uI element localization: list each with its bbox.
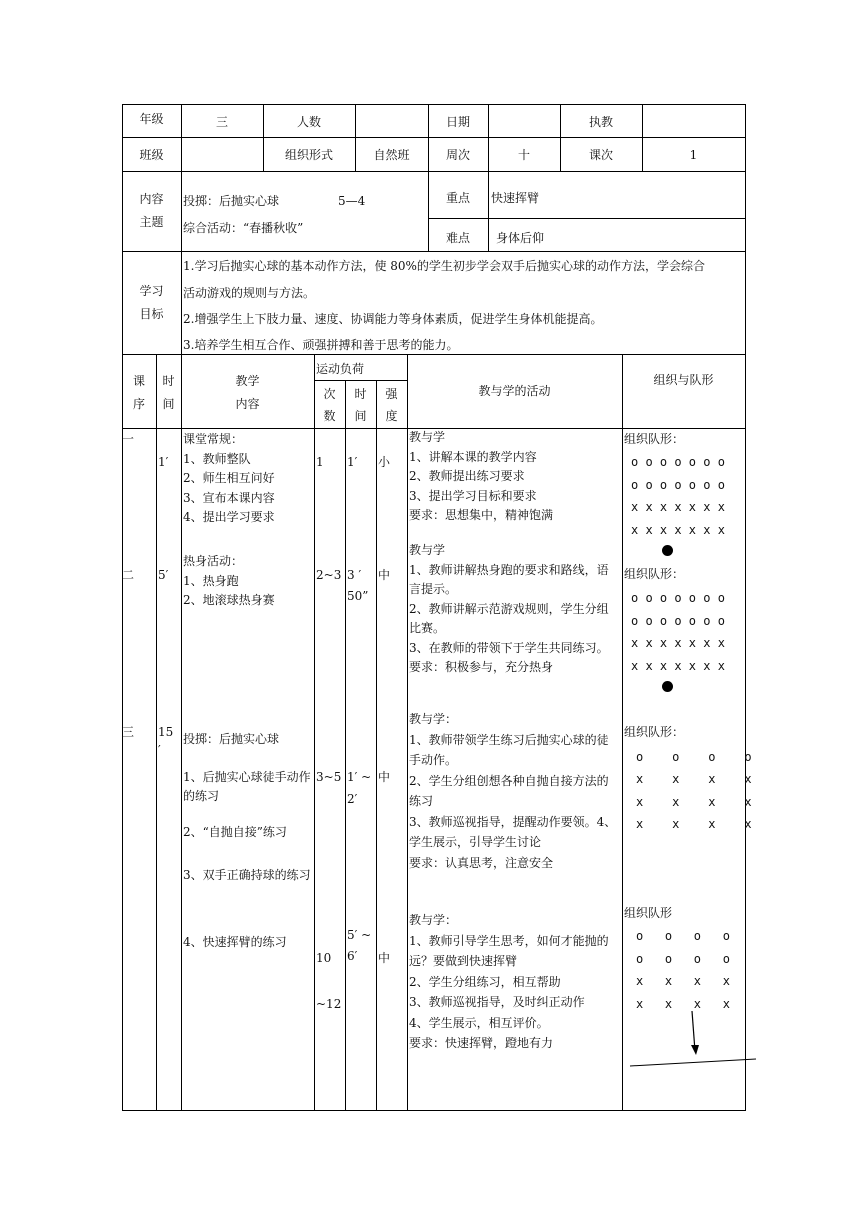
rule	[314, 380, 407, 381]
s3-formation-b-label: 组织队形	[624, 906, 673, 920]
rule	[622, 354, 623, 1110]
s3-activity-a-line: 1、教师带领学生练习后抛实心球的徒	[409, 732, 609, 747]
rule	[314, 354, 315, 1110]
s3-dur-b1: 5′ ~	[347, 928, 372, 942]
s3-content-title: 投掷：后抛实心球	[183, 732, 280, 746]
goals-line-1: 1.学习后抛实心球的基本动作方法，使 80%的学生初步学会双手后抛实心球的动作方法，学会综合	[183, 259, 705, 273]
teacher-marker-icon	[662, 545, 673, 556]
s2-content-line: 2、地滚球热身赛	[183, 593, 275, 607]
th-time-2: 间	[162, 397, 175, 411]
s2-formation-row: o o o o o o o	[631, 614, 725, 628]
rule	[407, 354, 408, 1110]
s3-reps-b1: 10	[316, 951, 332, 965]
s1-activity-line: 教与学	[409, 430, 446, 444]
s1-dur: 1′	[347, 455, 358, 469]
s3-reps-b2: ~12	[316, 997, 342, 1011]
s1-reps: 1	[316, 455, 324, 469]
lesson-value: 1	[689, 148, 698, 162]
s3-formation-b-row: o o o o	[636, 952, 730, 966]
s3-activity-b-line: 1、教师引导学生思考，如何才能抛的	[409, 933, 609, 948]
s3-formation-b-row: x x x x	[636, 997, 730, 1011]
s1-intensity: 小	[378, 455, 391, 469]
s3-time-2: ′	[158, 743, 161, 757]
rule	[122, 1110, 745, 1111]
s2-content-line: 1、热身跑	[183, 573, 239, 588]
s1-content-line: 1、教师整队	[183, 451, 251, 466]
s3-content-item1b: 的练习	[183, 789, 220, 803]
s3-activity-b-line: 要求：快速挥臂，蹬地有力	[409, 1036, 554, 1050]
rule	[122, 251, 745, 252]
s3-activity-a-line: 3、教师巡视指导，提醒动作要领。4、	[409, 814, 617, 829]
grade-value: 三	[215, 115, 228, 129]
s2-dur-2: 50”	[347, 589, 369, 603]
s3-activity-b-line: 2、学生分组练习，相互帮助	[409, 974, 561, 989]
s3-int-a: 中	[378, 770, 391, 784]
s3-content-item2: 2、“自抛自接”练习	[183, 825, 287, 839]
rule	[122, 354, 745, 355]
s3-formation-a-row: o o o o	[636, 750, 752, 764]
s3-formation-b-row: o o o o	[636, 929, 730, 943]
s3-dur-a2: 2′	[347, 792, 358, 806]
s3-activity-b-line: 教与学：	[409, 913, 458, 927]
s3-content-item1a: 1、后抛实心球徒手动作	[183, 770, 311, 784]
s1-content-line: 3、宣布本课内容	[183, 490, 275, 505]
rule	[122, 104, 123, 1111]
difficulty-label: 难点	[445, 231, 470, 245]
s2-time: 5′	[158, 568, 169, 582]
s2-formation-label: 组织队形：	[624, 567, 685, 581]
s1-content-line: 2、师生相互问好	[183, 471, 275, 485]
s3-content-item3: 3、双手正确持球的练习	[183, 868, 311, 882]
goals-line-2: 活动游戏的规则与方法。	[183, 286, 316, 300]
s3-formation-a-row: x x x x	[636, 772, 752, 786]
count-label: 人数	[296, 115, 321, 129]
s1-content-line: 课堂常规：	[183, 432, 244, 446]
s1-content-line: 4、提出学习要求	[183, 510, 275, 524]
s2-reps: 2~3	[316, 568, 342, 582]
s1-activity-line: 3、提出学习目标和要求	[409, 488, 537, 503]
content-label-2: 主题	[139, 215, 164, 229]
s3-time-1: 15	[158, 725, 174, 739]
s2-activity-line: 言提示。	[409, 582, 458, 596]
s3-dur-a1: 1′ ~	[347, 770, 372, 784]
rule	[122, 104, 745, 105]
s3-formation-a-label: 组织队形：	[624, 725, 685, 739]
s3-activity-a-line: 学生展示，引导学生讨论	[409, 835, 542, 849]
key-value: 快速挥臂	[491, 191, 540, 205]
s3-activity-a-line: 教与学：	[409, 712, 458, 726]
th-dur-1: 时	[354, 387, 367, 401]
th-reps-1: 次	[323, 387, 336, 401]
rule	[745, 104, 746, 1111]
s2-formation-row: o o o o o o o	[631, 591, 725, 605]
s2-activity-line: 比赛。	[409, 621, 446, 635]
s1-formation-label: 组织队形：	[624, 432, 685, 446]
th-reps-2: 数	[323, 409, 336, 423]
s1-formation-row: x x x x x x x	[631, 500, 725, 514]
th-teach-1: 教学	[235, 374, 260, 388]
th-int-1: 强	[385, 387, 398, 401]
s3-activity-a	[409, 709, 616, 873]
th-dur-2: 间	[354, 409, 367, 423]
s2-content	[183, 552, 275, 611]
throw-direction-arrow-icon	[620, 1005, 760, 1075]
goals-line-4: 3.培养学生相互合作、顽强拼搏和善于思考的能力。	[183, 338, 459, 352]
s1-formation-row: o o o o o o o	[631, 478, 725, 492]
s1-formation-row: x x x x x x x	[631, 523, 725, 537]
th-seq-2: 序	[132, 397, 145, 411]
rule	[122, 171, 745, 172]
s3-activity-a-line: 要求：认真思考，注意安全	[409, 855, 554, 870]
th-formation: 组织与队形	[653, 373, 714, 387]
s2-intensity: 中	[378, 568, 391, 582]
grade-label: 年级	[139, 112, 164, 126]
teacher-label: 执教	[588, 115, 613, 129]
s3-dur-b2: 6′	[347, 949, 358, 963]
key-label: 重点	[445, 191, 470, 205]
s3-seq: 三	[122, 725, 135, 739]
th-teach-2: 内容	[235, 397, 260, 411]
th-time-1: 时	[162, 374, 175, 388]
s3-activity-b	[409, 910, 609, 1054]
s3-activity-b-line: 4、学生展示，相互评价。	[409, 1015, 549, 1030]
s3-activity-a-line: 手动作。	[409, 753, 458, 767]
teacher-marker-icon	[662, 681, 673, 692]
s3-activity-a-line: 2、学生分组创想各种自抛自接方法的	[409, 773, 609, 788]
th-int-2: 度	[385, 409, 398, 423]
s2-activity-line: 要求：积极参与，充分热身	[409, 660, 554, 674]
rule	[488, 104, 489, 251]
s1-activity-line: 1、讲解本课的教学内容	[409, 449, 537, 464]
content-label-1: 内容	[139, 192, 164, 206]
s1-time: 1′	[158, 455, 169, 469]
s3-formation-a-row: x x x x	[636, 817, 752, 831]
content-line-1-code: 5—4	[338, 194, 366, 208]
rule	[428, 218, 745, 219]
rule	[376, 380, 377, 1110]
th-seq-1: 课	[132, 374, 145, 388]
s3-int-b: 中	[378, 951, 391, 965]
s2-formation-row: x x x x x x x	[631, 659, 725, 673]
s3-formation-a-row: x x x x	[636, 795, 752, 809]
class-label: 班级	[139, 148, 164, 162]
s2-formation-row: x x x x x x x	[631, 636, 725, 650]
s3-activity-a-line: 练习	[409, 794, 434, 808]
rule	[181, 251, 182, 354]
content-line-1: 投掷：后抛实心球	[183, 194, 280, 208]
s2-seq: 二	[122, 568, 135, 582]
s2-content-line: 热身活动：	[183, 554, 244, 568]
s3-activity-b-line: 3、教师巡视指导，及时纠正动作	[409, 995, 585, 1009]
goals-label-1: 学习	[139, 284, 164, 298]
s2-activity-line: 3、在教师的带领下于学生共同练习。	[409, 640, 609, 655]
org-form-label: 组织形式	[284, 148, 333, 162]
s3-content-item4: 4、快速挥臂的练习	[183, 935, 287, 949]
s2-dur-1: 3 ′	[347, 568, 362, 582]
s2-activity	[409, 541, 609, 678]
org-form-value: 自然班	[373, 148, 410, 162]
goals-label-2: 目标	[139, 307, 164, 321]
s3-reps-a: 3~5	[316, 770, 342, 784]
s1-formation-row: o o o o o o o	[631, 455, 725, 469]
difficulty-value: 身体后仰	[496, 231, 545, 245]
th-activity: 教与学的活动	[478, 384, 551, 398]
rule	[345, 380, 346, 1110]
week-value: 十	[517, 148, 530, 162]
s1-activity	[409, 428, 553, 526]
s3-formation-b-row: x x x x	[636, 974, 730, 988]
s1-activity-line: 2、教师提出练习要求	[409, 469, 525, 483]
rule	[181, 354, 182, 1110]
s1-seq: 一	[122, 432, 135, 446]
rule	[156, 354, 157, 1110]
rule	[122, 137, 745, 138]
content-line-2: 综合活动：“春播秋收”	[183, 221, 304, 235]
s1-content	[183, 430, 275, 528]
s1-activity-line: 要求：思想集中，精神饱满	[409, 508, 554, 522]
goals-line-3: 2.增强学生上下肢力量、速度、协调能力等身体素质，促进学生身体机能提高。	[183, 312, 603, 326]
s2-activity-line: 2、教师讲解示范游戏规则，学生分组	[409, 601, 609, 616]
week-label: 周次	[445, 148, 470, 162]
s2-activity-line: 1、教师讲解热身跑的要求和路线，语	[409, 562, 609, 577]
th-load: 运动负荷	[316, 362, 365, 376]
s2-activity-line: 教与学	[409, 543, 446, 557]
s3-activity-b-line: 远？要做到快速挥臂	[409, 954, 518, 968]
date-label: 日期	[445, 115, 470, 129]
lesson-label: 课次	[588, 148, 613, 162]
